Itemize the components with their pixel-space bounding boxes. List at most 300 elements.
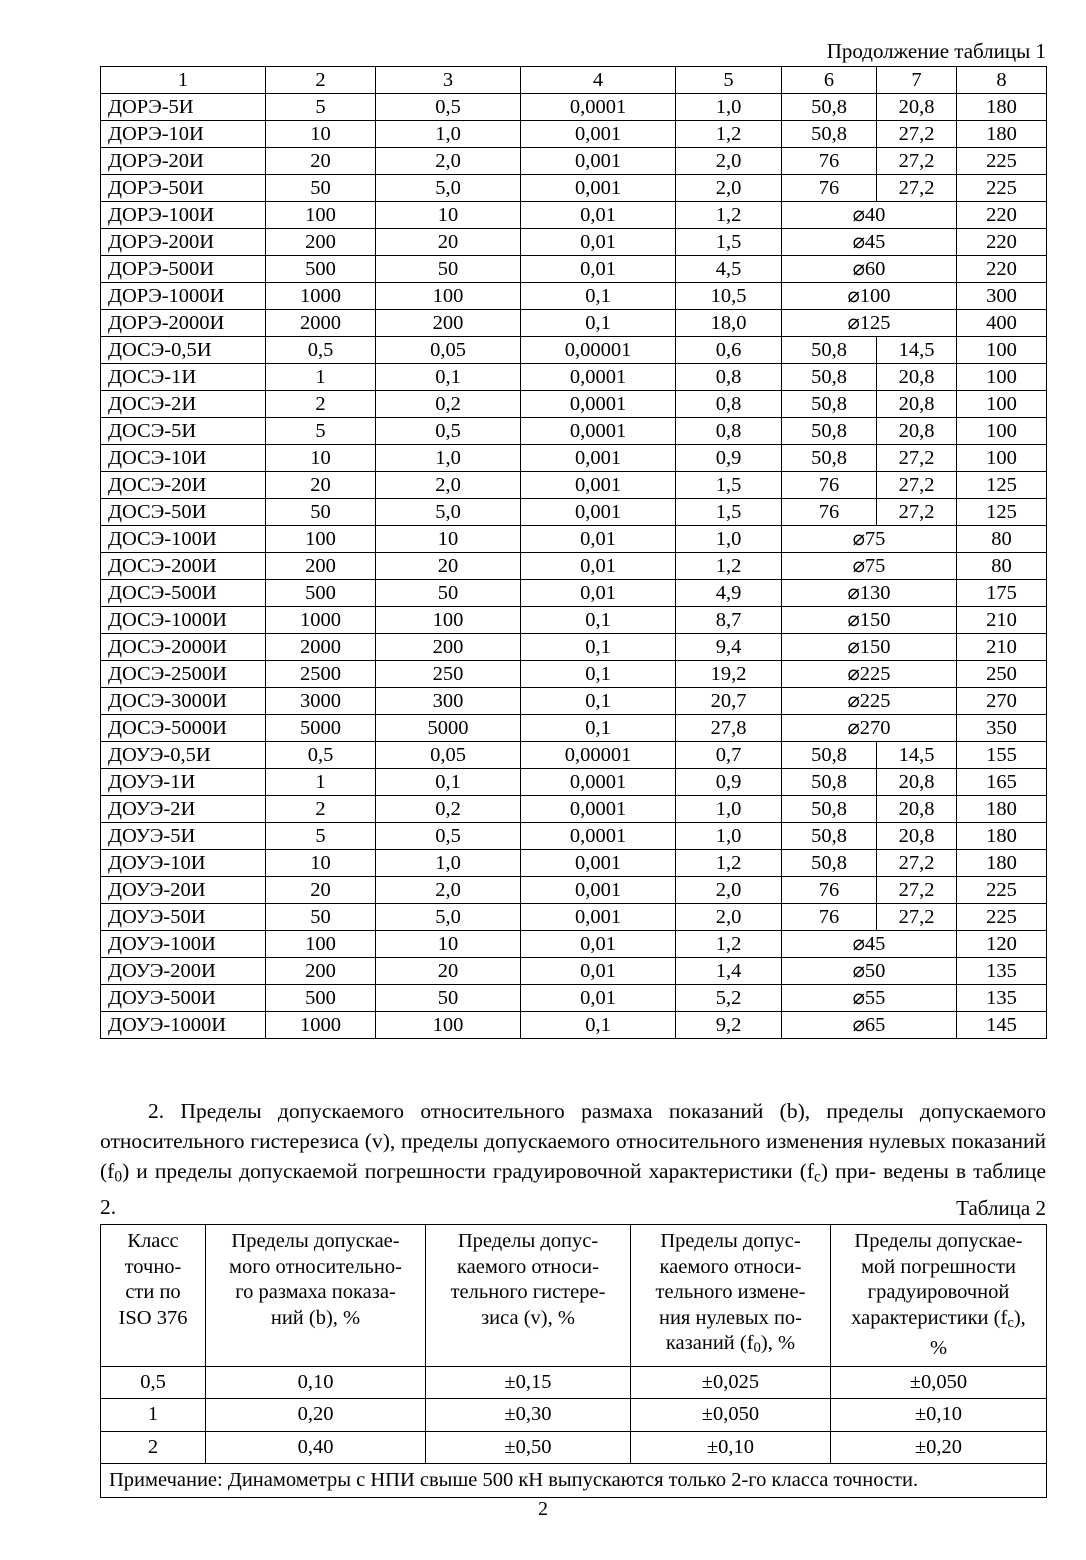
table1-cell-c5: 1,2 (676, 850, 782, 877)
table1-cell-c5: 20,7 (676, 688, 782, 715)
table1-cell-c2: 1000 (266, 283, 376, 310)
table1-cell-c4: 0,01 (521, 526, 676, 553)
table1-cell-c6: 50,8 (782, 121, 877, 148)
table1-cell-c67: ⌀75 (782, 553, 957, 580)
table-row (101, 472, 1047, 499)
table-row (101, 283, 1047, 310)
page-number: 2 (538, 1498, 548, 1520)
table2-header-line: Пределы допус- (660, 1230, 801, 1252)
table-row (101, 715, 1047, 742)
table1-cell-c8: 180 (957, 850, 1047, 877)
table2-header-line: казаний $(f_0)$, % (665, 1332, 796, 1357)
table1-cell-c1: ДОУЭ-10И (101, 850, 266, 877)
table1-cell-c4: 0,01 (521, 229, 676, 256)
table1-cell-c3: 2,0 (376, 472, 521, 499)
table1-cell-c8: 100 (957, 391, 1047, 418)
table1-cell-c4: 0,1 (521, 661, 676, 688)
table2-header-line: каемого относи- (457, 1255, 599, 1278)
table1-cell-c7: 20,8 (877, 823, 957, 850)
table2-header-line: зиса (v), % (481, 1306, 575, 1329)
table1-cell-c2: 3000 (266, 688, 376, 715)
table1-cell-c6: 76 (782, 148, 877, 175)
table1-cell-c4: 0,0001 (521, 823, 676, 850)
table1-cell-c1: ДОУЭ-1000И (101, 1012, 266, 1039)
table1-cell-c67: ⌀60 (782, 256, 957, 283)
table1-cell-c4: 0,0001 (521, 391, 676, 418)
table1-cell-c2: 500 (266, 256, 376, 283)
table1-cell-c2: 5 (266, 94, 376, 121)
table1-cell-c1: ДОСЭ-2500И (101, 661, 266, 688)
table1-cell-c3: 5,0 (376, 904, 521, 931)
table-row (101, 607, 1047, 634)
table1-cell-c8: 225 (957, 904, 1047, 931)
table1-cell-c67: ⌀75 (782, 526, 957, 553)
table1-cell-c7: 27,2 (877, 445, 957, 472)
table1-cell-c3: 5,0 (376, 175, 521, 202)
table1-cell-c1: ДОСЭ-50И (101, 499, 266, 526)
table1-cell-c4: 0,0001 (521, 796, 676, 823)
table2-header-line: сти по (125, 1281, 181, 1303)
table1-cell-c3: 50 (376, 256, 521, 283)
table2-col-header-5 (831, 1225, 1047, 1367)
table1-cell-c4: 0,1 (521, 688, 676, 715)
table1-cell-c4: 0,01 (521, 958, 676, 985)
table2-header-line: тельного гистере- (450, 1281, 606, 1303)
table1-cell-c1: ДОСЭ-0,5И (101, 337, 266, 364)
table2-note-row (101, 1464, 1047, 1498)
table1-cell-c1: ДОСЭ-5000И (101, 715, 266, 742)
table1-cell-c1: ДОРЭ-10И (101, 121, 266, 148)
table1-cell-c3: 300 (376, 688, 521, 715)
table1-cell-c3: 250 (376, 661, 521, 688)
table2-header-line: Класс (127, 1230, 179, 1252)
table1-cell-c67: ⌀225 (782, 661, 957, 688)
table2-header-line: каемого относи- (659, 1255, 802, 1278)
table1-cell-c4: 0,001 (521, 904, 676, 931)
table1-cell-c4: 0,1 (521, 1012, 676, 1039)
table1-cell-c3: 2,0 (376, 148, 521, 175)
table1-cell-c5: 0,9 (676, 769, 782, 796)
table1-cell-c4: 0,1 (521, 634, 676, 661)
table2-cell-fc: ±0,050 (831, 1366, 1047, 1399)
table1-cell-c5: 9,4 (676, 634, 782, 661)
table1-cell-c6: 76 (782, 472, 877, 499)
table1-cell-c2: 10 (266, 445, 376, 472)
table1-col-header-2: 2 (266, 67, 376, 94)
table1-cell-c3: 200 (376, 634, 521, 661)
table1-cell-c3: 20 (376, 229, 521, 256)
table2-header-line: го размаха показа- (235, 1281, 396, 1303)
table1-cell-c4: 0,001 (521, 148, 676, 175)
table1-cell-c1: ДОУЭ-20И (101, 877, 266, 904)
table1-cell-c8: 300 (957, 283, 1047, 310)
table1-cell-c5: 1,5 (676, 472, 782, 499)
table1-cell-c8: 175 (957, 580, 1047, 607)
table1-cell-c3: 10 (376, 526, 521, 553)
table1-cell-c1: ДОСЭ-500И (101, 580, 266, 607)
table1-cell-c6: 50,8 (782, 337, 877, 364)
table1-cell-c2: 0,5 (266, 337, 376, 364)
table1-cell-c5: 0,9 (676, 445, 782, 472)
table1-cell-c7: 27,2 (877, 121, 957, 148)
table1-cell-c2: 1000 (266, 1012, 376, 1039)
table1-cell-c3: 100 (376, 1012, 521, 1039)
table1-cell-c8: 125 (957, 499, 1047, 526)
table1-cell-c3: 100 (376, 283, 521, 310)
table1-cell-c5: 1,5 (676, 229, 782, 256)
table-row (101, 958, 1047, 985)
table1-cell-c5: 4,9 (676, 580, 782, 607)
table1-cell-c5: 27,8 (676, 715, 782, 742)
table1-cell-c8: 145 (957, 1012, 1047, 1039)
table2-header-line: ISO 376 (118, 1306, 188, 1329)
table1-cell-c7: 27,2 (877, 499, 957, 526)
table1-cell-c1: ДОСЭ-20И (101, 472, 266, 499)
table2-col-header-4 (631, 1225, 831, 1367)
table1-cell-c1: ДОСЭ-200И (101, 553, 266, 580)
table1-cell-c2: 50 (266, 175, 376, 202)
table1-cell-c5: 2,0 (676, 148, 782, 175)
table2-cell-klass: 1 (101, 1399, 206, 1432)
table1-cell-c5: 1,0 (676, 526, 782, 553)
table1-cell-c8: 180 (957, 94, 1047, 121)
table2-col-header-2 (206, 1225, 426, 1367)
table1-cell-c4: 0,01 (521, 553, 676, 580)
table1-col-header-1: 1 (101, 67, 266, 94)
table1-cell-c7: 20,8 (877, 796, 957, 823)
table1-cell-c5: 18,0 (676, 310, 782, 337)
table1-cell-c7: 20,8 (877, 94, 957, 121)
table1-cell-c8: 225 (957, 877, 1047, 904)
table1-cell-c2: 500 (266, 985, 376, 1012)
table1-cell-c7: 27,2 (877, 472, 957, 499)
table1-cell-c3: 5,0 (376, 499, 521, 526)
table1-cell-c8: 100 (957, 445, 1047, 472)
table1-cell-c1: ДОУЭ-100И (101, 931, 266, 958)
table1-cell-c6: 76 (782, 904, 877, 931)
table1-cell-c6: 50,8 (782, 364, 877, 391)
table1-cell-c1: ДОРЭ-100И (101, 202, 266, 229)
table1-cell-c3: 1,0 (376, 121, 521, 148)
table1-cell-c3: 1,0 (376, 850, 521, 877)
table2-header-line: Пределы допускае- (854, 1230, 1023, 1252)
table2-cell-v: ±0,30 (426, 1399, 631, 1432)
table1-cell-c4: 0,00001 (521, 742, 676, 769)
table1-cell-c2: 10 (266, 121, 376, 148)
table1-cell-c3: 50 (376, 580, 521, 607)
table-row (101, 553, 1047, 580)
table2-col-header-3 (426, 1225, 631, 1367)
table1-cell-c8: 155 (957, 742, 1047, 769)
table1-cell-c3: 0,5 (376, 823, 521, 850)
table1-cell-c8: 180 (957, 823, 1047, 850)
table1-cell-c6: 50,8 (782, 796, 877, 823)
table1-cell-c2: 20 (266, 877, 376, 904)
table-row (101, 850, 1047, 877)
table2-cell-fc: ±0,10 (831, 1399, 1047, 1432)
table-row (101, 445, 1047, 472)
table1-cell-c2: 0,5 (266, 742, 376, 769)
table1-cell-c6: 50,8 (782, 391, 877, 418)
table1-cell-c67: ⌀125 (782, 310, 957, 337)
table1-cell-c2: 1000 (266, 607, 376, 634)
table1-cell-c67: ⌀270 (782, 715, 957, 742)
table-row (101, 823, 1047, 850)
table2-header-line: характеристики $(f_c)$, (851, 1306, 1026, 1331)
table2-col-header-1 (101, 1225, 206, 1367)
table-row (101, 1431, 1047, 1464)
table1-cell-c1: ДОСЭ-10И (101, 445, 266, 472)
table1-cell-c2: 200 (266, 958, 376, 985)
table-row (101, 418, 1047, 445)
table-row (101, 175, 1047, 202)
table1-cell-c6: 50,8 (782, 94, 877, 121)
table1-cell-c6: 50,8 (782, 850, 877, 877)
table1-cell-c67: ⌀100 (782, 283, 957, 310)
table1-cell-c3: 0,1 (376, 364, 521, 391)
table1-cell-c7: 27,2 (877, 877, 957, 904)
table2-cell-v: ±0,50 (426, 1431, 631, 1464)
table1-cell-c2: 10 (266, 850, 376, 877)
table1-cell-c8: 270 (957, 688, 1047, 715)
table1-cell-c1: ДОУЭ-5И (101, 823, 266, 850)
table1-cell-c4: 0,1 (521, 310, 676, 337)
table1-cell-c3: 0,05 (376, 337, 521, 364)
table1-header (101, 67, 1047, 94)
table1-cell-c67: ⌀65 (782, 1012, 957, 1039)
table2-header-line: Пределы допускае- (231, 1230, 400, 1252)
table1-cell-c3: 0,2 (376, 796, 521, 823)
table1-cell-c7: 27,2 (877, 148, 957, 175)
table1-cell-c6: 76 (782, 499, 877, 526)
table1-cell-c7: 14,5 (877, 742, 957, 769)
table1-cell-c2: 1 (266, 769, 376, 796)
table1-cell-c1: ДОУЭ-500И (101, 985, 266, 1012)
table1-col-header-8: 8 (957, 67, 1047, 94)
table-row (101, 931, 1047, 958)
table1-cell-c2: 1 (266, 364, 376, 391)
table1-cell-c4: 0,001 (521, 877, 676, 904)
table1-cell-c5: 0,8 (676, 364, 782, 391)
table-row (101, 1366, 1047, 1399)
table1-cell-c2: 2 (266, 391, 376, 418)
table1-cell-c8: 135 (957, 958, 1047, 985)
table2-header-line: ний (b), % (270, 1306, 361, 1329)
table1-cell-c8: 100 (957, 364, 1047, 391)
table2-cell-b: 0,40 (206, 1431, 426, 1464)
table1-cell-c6: 76 (782, 175, 877, 202)
table1-cell-c8: 100 (957, 337, 1047, 364)
table1-cell-c3: 1,0 (376, 445, 521, 472)
table1-cell-c5: 1,0 (676, 796, 782, 823)
table1-cell-c1: ДОРЭ-200И (101, 229, 266, 256)
table1-cell-c4: 0,1 (521, 607, 676, 634)
table1-cell-c8: 350 (957, 715, 1047, 742)
table1-cell-c6: 76 (782, 877, 877, 904)
table1-cell-c2: 200 (266, 553, 376, 580)
table1-cell-c1: ДОУЭ-200И (101, 958, 266, 985)
table1-col-header-5: 5 (676, 67, 782, 94)
table1-cell-c5: 0,7 (676, 742, 782, 769)
table1-cell-c2: 100 (266, 931, 376, 958)
table2-caption: Таблица 2 (956, 1196, 1046, 1220)
table1-cell-c5: 2,0 (676, 904, 782, 931)
table1-cell-c2: 2 (266, 796, 376, 823)
table1-cell-c4: 0,1 (521, 283, 676, 310)
table1-cell-c4: 0,0001 (521, 364, 676, 391)
table1-cell-c1: ДОСЭ-1И (101, 364, 266, 391)
table-row (101, 580, 1047, 607)
table1-cell-c4: 0,01 (521, 256, 676, 283)
paragraph-item-2: 2. Пределы допускаемого относительного размаха показаний (b), пределы допускаемого относительного гистерезиса (v), пределы допускаемого относительного изменения нулевых показаний $(f_0)$ и пределы допускаемой погрешности градуировочной характеристики $(f_c)$ при- ведены в таблице 2. (100, 1099, 1046, 1220)
table1-cell-c8: 250 (957, 661, 1047, 688)
table-row (101, 742, 1047, 769)
table2-header-line: мого относительно- (229, 1255, 402, 1278)
table-row (101, 904, 1047, 931)
table1-cell-c5: 4,5 (676, 256, 782, 283)
table2-header-line: Пределы допус- (457, 1230, 599, 1252)
table1-cell-c2: 20 (266, 148, 376, 175)
table-row (101, 1012, 1047, 1039)
table2-header-line: % (929, 1337, 948, 1360)
table1-cell-c1: ДОСЭ-5И (101, 418, 266, 445)
table1-cell-c2: 5 (266, 823, 376, 850)
table2-cell-fc: ±0,20 (831, 1431, 1047, 1464)
table1-cell-c1: ДОУЭ-2И (101, 796, 266, 823)
table-row (101, 310, 1047, 337)
table1-cell-c67: ⌀150 (782, 634, 957, 661)
table1-container (100, 66, 1046, 1039)
table2-header-line: тельного измене- (655, 1281, 806, 1303)
table1-cell-c3: 10 (376, 931, 521, 958)
table-row (101, 499, 1047, 526)
table-row (101, 877, 1047, 904)
table1-cell-c8: 120 (957, 931, 1047, 958)
table2 (100, 1224, 1047, 1498)
table1-cell-c8: 125 (957, 472, 1047, 499)
table1-cell-c2: 100 (266, 526, 376, 553)
table1-cell-c5: 19,2 (676, 661, 782, 688)
table1-cell-c7: 27,2 (877, 904, 957, 931)
table-row (101, 985, 1047, 1012)
table1-cell-c3: 200 (376, 310, 521, 337)
table1-cell-c1: ДОРЭ-500И (101, 256, 266, 283)
table-row (101, 796, 1047, 823)
table1-cell-c3: 2,0 (376, 877, 521, 904)
table1-cell-c5: 1,2 (676, 553, 782, 580)
table1-cell-c67: ⌀40 (782, 202, 957, 229)
table2-cell-klass: 2 (101, 1431, 206, 1464)
table1-cell-c8: 225 (957, 148, 1047, 175)
table1-cell-c4: 0,0001 (521, 94, 676, 121)
table2-cell-b: 0,10 (206, 1366, 426, 1399)
table1-cell-c6: 50,8 (782, 445, 877, 472)
table1-cell-c4: 0,001 (521, 850, 676, 877)
table1-cell-c1: ДОРЭ-20И (101, 148, 266, 175)
table1-cell-c7: 20,8 (877, 418, 957, 445)
table1-cell-c6: 50,8 (782, 742, 877, 769)
table1-cell-c3: 5000 (376, 715, 521, 742)
table1-cell-c5: 1,5 (676, 499, 782, 526)
table-row (101, 661, 1047, 688)
table1-cell-c1: ДОРЭ-5И (101, 94, 266, 121)
table1-cell-c8: 210 (957, 607, 1047, 634)
table1-cell-c1: ДОСЭ-100И (101, 526, 266, 553)
table-row (101, 364, 1047, 391)
table1-cell-c8: 225 (957, 175, 1047, 202)
table1-cell-c3: 0,1 (376, 769, 521, 796)
table1-cell-c7: 20,8 (877, 769, 957, 796)
table1-cell-c4: 0,00001 (521, 337, 676, 364)
table1-cell-c7: 14,5 (877, 337, 957, 364)
table1 (100, 66, 1047, 1039)
table1-cell-c5: 0,8 (676, 391, 782, 418)
table2-header-line: ния нулевых по- (658, 1306, 803, 1329)
table1-cell-c3: 100 (376, 607, 521, 634)
table-row (101, 391, 1047, 418)
table1-cell-c4: 0,001 (521, 175, 676, 202)
table1-col-header-6: 6 (782, 67, 877, 94)
table2-header-row (101, 1225, 1047, 1367)
table-row (101, 229, 1047, 256)
table2-cell-klass: 0,5 (101, 1366, 206, 1399)
table1-cell-c1: ДОУЭ-0,5И (101, 742, 266, 769)
table1-cell-c67: ⌀45 (782, 229, 957, 256)
table1-cell-c5: 9,2 (676, 1012, 782, 1039)
table1-cell-c7: 20,8 (877, 364, 957, 391)
table1-cell-c67: ⌀55 (782, 985, 957, 1012)
table1-cell-c4: 0,0001 (521, 769, 676, 796)
table1-cell-c8: 180 (957, 796, 1047, 823)
table1-cell-c2: 100 (266, 202, 376, 229)
table1-cell-c3: 0,5 (376, 418, 521, 445)
table1-cell-c2: 200 (266, 229, 376, 256)
table1-cell-c1: ДОСЭ-3000И (101, 688, 266, 715)
table-row (101, 1399, 1047, 1432)
table1-cell-c5: 2,0 (676, 175, 782, 202)
table1-cell-c67: ⌀45 (782, 931, 957, 958)
table-row (101, 256, 1047, 283)
table1-cell-c67: ⌀130 (782, 580, 957, 607)
table1-cell-c1: ДОУЭ-50И (101, 904, 266, 931)
table1-cell-c1: ДОСЭ-2000И (101, 634, 266, 661)
table1-cell-c1: ДОРЭ-1000И (101, 283, 266, 310)
table1-continuation-caption: Продолжение таблицы 1 (826, 39, 1046, 63)
table1-cell-c7: 27,2 (877, 175, 957, 202)
table1-cell-c4: 0,0001 (521, 418, 676, 445)
table1-cell-c3: 20 (376, 553, 521, 580)
table1-cell-c1: ДОСЭ-2И (101, 391, 266, 418)
table1-cell-c8: 220 (957, 202, 1047, 229)
table1-cell-c5: 1,2 (676, 202, 782, 229)
table1-cell-c5: 1,2 (676, 931, 782, 958)
table1-cell-c2: 2000 (266, 634, 376, 661)
table1-cell-c3: 0,05 (376, 742, 521, 769)
table1-cell-c67: ⌀50 (782, 958, 957, 985)
table1-cell-c2: 50 (266, 499, 376, 526)
table1-cell-c3: 0,5 (376, 94, 521, 121)
table-row (101, 148, 1047, 175)
table1-cell-c4: 0,001 (521, 121, 676, 148)
table1-cell-c8: 165 (957, 769, 1047, 796)
table1-cell-c6: 50,8 (782, 769, 877, 796)
table-row (101, 337, 1047, 364)
table1-cell-c5: 1,4 (676, 958, 782, 985)
table1-cell-c1: ДОРЭ-50И (101, 175, 266, 202)
table1-header-row (101, 67, 1047, 94)
table2-header (101, 1225, 1047, 1367)
table1-cell-c8: 100 (957, 418, 1047, 445)
